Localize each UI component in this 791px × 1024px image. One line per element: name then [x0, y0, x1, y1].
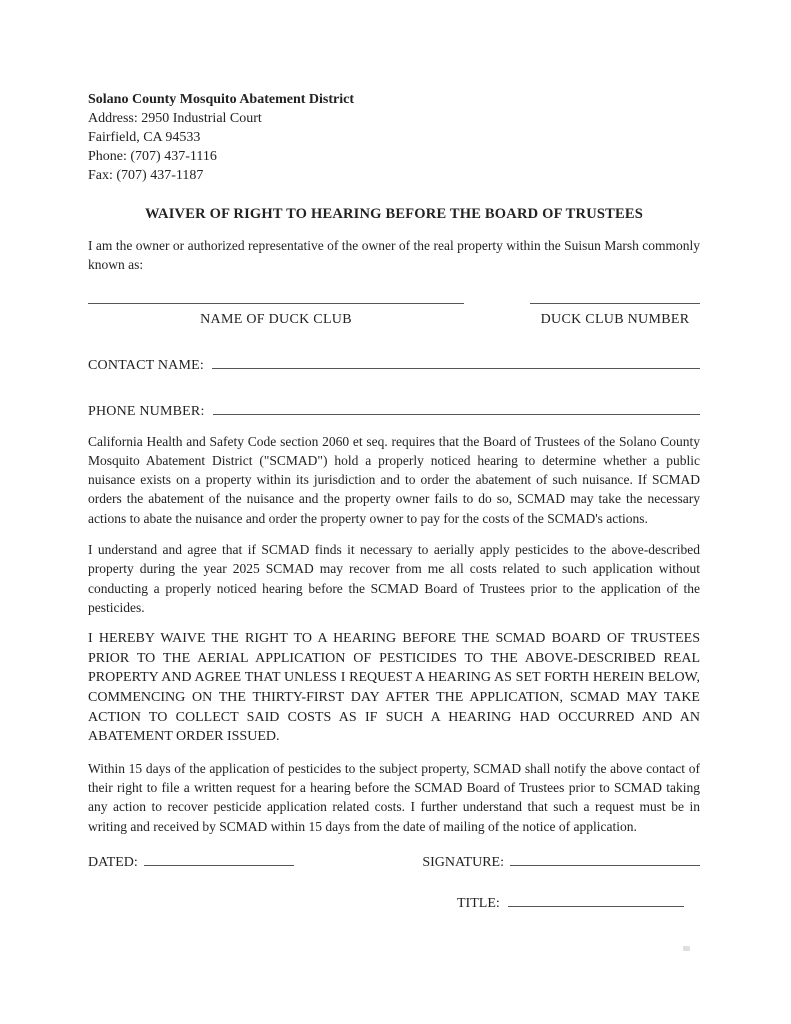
duck-club-fields-row — [88, 291, 700, 328]
paragraph-notification: Within 15 days of the application of pesticides to the subject property, SCMAD shall notify the above contact of their right to file a written request for a hearing before the SCMAD Board of Trustees prior to SCMAD taking any action to recover pesticide application related costs. I further understand that such a request must be in writing and received by SCMAD within 15 days from the date of mailing of the notice of application. — [88, 760, 700, 834]
org-city-line: Fairfield, CA 94533 — [88, 130, 201, 145]
org-phone-line: Phone: (707) 437-1116 — [88, 149, 217, 164]
duck-club-number-field[interactable] — [530, 293, 700, 304]
intro-paragraph: I am the owner or authorized representative of the owner of the real property within the Suisun Marsh commonly known as: — [88, 238, 700, 273]
contact-name-row — [88, 355, 700, 374]
org-name: Solano County Mosquito Abatement District — [88, 92, 355, 107]
phone-number-label: PHONE NUMBER: — [88, 403, 205, 419]
duck-club-number-group — [530, 291, 700, 328]
org-fax-line: Fax: (707) 437-1187 — [88, 168, 204, 183]
paragraph-understand-agree: I understand and agree that if SCMAD finds it necessary to aerially apply pesticides to the above-described property during the year 2025 SCMAD may recover from me all costs related to such application without conducting a properly noticed hearing before the SCMAD Board of Trustees prior to the application of the pesticides. — [88, 542, 700, 615]
paragraph-health-safety-code: California Health and Safety Code section 2060 et seq. requires that the Board of Trustees of the Solano County Mosquito Abatement District ("SCMAD") hold a properly noticed hearing to determine whether a public nuisance exists on a property within its jurisdiction and to order the abatement of such nuisance. If SCMAD orders the abatement of the nuisance and the property owner fails to do so, SCMAD may take the necessary actions to abate the nuisance and order the property owner to pay for the costs of the SCMAD's actions. — [88, 433, 700, 526]
duck-club-name-field[interactable] — [88, 293, 464, 304]
org-address-line: Address: 2950 Industrial Court — [88, 111, 262, 126]
document-title: WAIVER OF RIGHT TO HEARING BEFORE THE BOARD OF TRUSTEES — [144, 206, 644, 222]
signature-group — [422, 852, 700, 871]
letterhead — [88, 90, 700, 185]
dated-group — [88, 852, 294, 871]
duck-club-name-group — [88, 291, 464, 328]
dated-signature-row — [88, 852, 700, 871]
contact-name-label: CONTACT NAME: — [88, 357, 204, 373]
dated-label: DATED: — [88, 855, 138, 871]
signature-label: SIGNATURE: — [422, 855, 504, 871]
signature-field[interactable] — [510, 852, 700, 866]
scan-artifact — [683, 946, 690, 951]
paragraph-waiver-caps: I HEREBY WAIVE THE RIGHT TO A HEARING BEFORE THE SCMAD BOARD OF TRUSTEES PRIOR TO THE AERIAL APPLICATION OF PESTICIDES TO THE ABOVE-DESCRIBED REAL PROPERTY AND AGREE THAT UNLESS I REQUEST A HEARING AS SET FORTH HEREIN BELOW, COMMENCING ON THE THIRTY-FIRST DAY AFTER THE APPLICATION, SCMAD MAY TAKE ACTION TO COLLECT SAID COSTS AS IF SUCH A HEARING HAD OCCURRED AND AN ABATEMENT ORDER ISSUED. — [88, 631, 700, 745]
dated-field[interactable] — [144, 852, 294, 866]
contact-name-field[interactable] — [212, 355, 700, 369]
title-label: TITLE: — [457, 896, 500, 912]
title-field[interactable] — [508, 893, 684, 907]
title-field-row — [88, 893, 700, 912]
phone-number-field[interactable] — [213, 401, 700, 415]
duck-club-number-label: DUCK CLUB NUMBER — [540, 311, 690, 327]
phone-number-row — [88, 401, 700, 420]
duck-club-name-label: NAME OF DUCK CLUB — [200, 311, 352, 327]
